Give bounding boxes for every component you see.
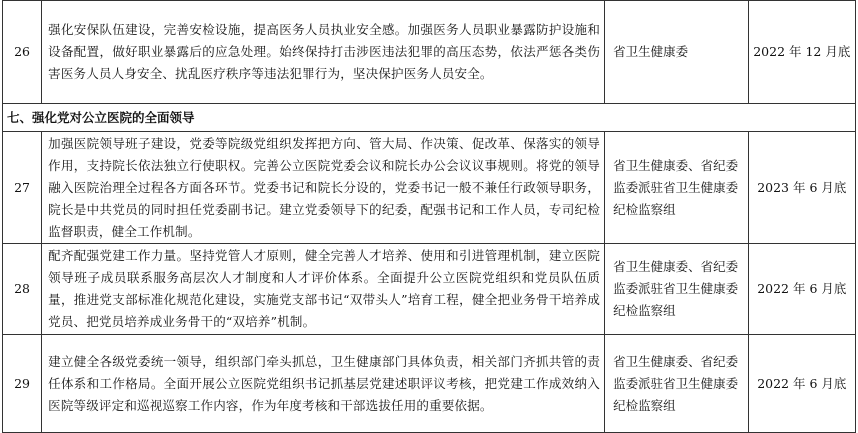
deadline: 2022 年 12 月底 xyxy=(748,1,855,104)
table-row xyxy=(3,244,856,335)
deadline: 2023 年 6 月底 xyxy=(748,132,855,244)
measure-content: 建立健全各级党委统一领导，组织部门牵头抓总，卫生健康部门具体负责，相关部门齐抓共管的责任体系和工作格局。全面开展公立医院党组织书记抓基层党建述职评议考核，把党建工作成效纳入医院等级评定和巡视巡察工作内容，作为年度考核和干部选拔任用的重要依据。 xyxy=(42,335,605,433)
table-row xyxy=(3,335,856,433)
responsible-department: 省卫生健康委 xyxy=(605,1,749,104)
responsible-department: 省卫生健康委、省纪委监委派驻省卫生健康委纪检监察组 xyxy=(605,335,749,433)
responsible-department: 省卫生健康委、省纪委监委派驻省卫生健康委纪检监察组 xyxy=(605,244,749,335)
deadline: 2022 年 6 月底 xyxy=(748,244,855,335)
measure-content: 配齐配强党建工作力量。坚持党管人才原则，健全完善人才培养、使用和引进管理机制，建立医院领导班子成员联系服务高层次人才制度和人才评价体系。全面提升公立医院党组织和党员队伍质量，推进党支部标准化规范化建设，实施党支部书记“双带头人”培育工程，健全把业务骨干培养成党员、把党员培养成业务骨干的“双培养”机制。 xyxy=(42,244,605,335)
deadline: 2022 年 6 月底 xyxy=(748,335,855,433)
row-number: 26 xyxy=(3,1,42,104)
section-title: 七、强化党对公立医院的全面领导 xyxy=(3,104,856,132)
row-number: 28 xyxy=(3,244,42,335)
responsible-department: 省卫生健康委、省纪委监委派驻省卫生健康委纪检监察组 xyxy=(605,132,749,244)
row-number: 29 xyxy=(3,335,42,433)
measure-content: 加强医院领导班子建设，党委等院级党组织发挥把方向、管大局、作决策、促改革、保落实的领导作用，支持院长依法独立行使职权。完善公立医院党委会议和院长办公会议议事规则。将党的领导融入医院治理全过程各方面各环节。党委书记和院长分设的，党委书记一般不兼任行政领导职务，院长是中共党员的同时担任党委副书记。建立党委领导下的纪委，配强书记和工作人员，专司纪检监督职责，健全工作机制。 xyxy=(42,132,605,244)
section-row xyxy=(3,104,856,132)
measure-content: 强化安保队伍建设，完善安检设施，提高医务人员执业安全感。加强医务人员职业暴露防护设施和设备配置，做好职业暴露后的应急处理。始终保持打击涉医违法犯罪的高压态势，依法严惩各类伤害医务人员人身安全、扰乱医疗秩序等违法犯罪行为，坚决保护医务人员安全。 xyxy=(42,1,605,104)
table-row xyxy=(3,1,856,104)
row-number: 27 xyxy=(3,132,42,244)
table-row xyxy=(3,132,856,244)
measures-table xyxy=(2,0,856,433)
